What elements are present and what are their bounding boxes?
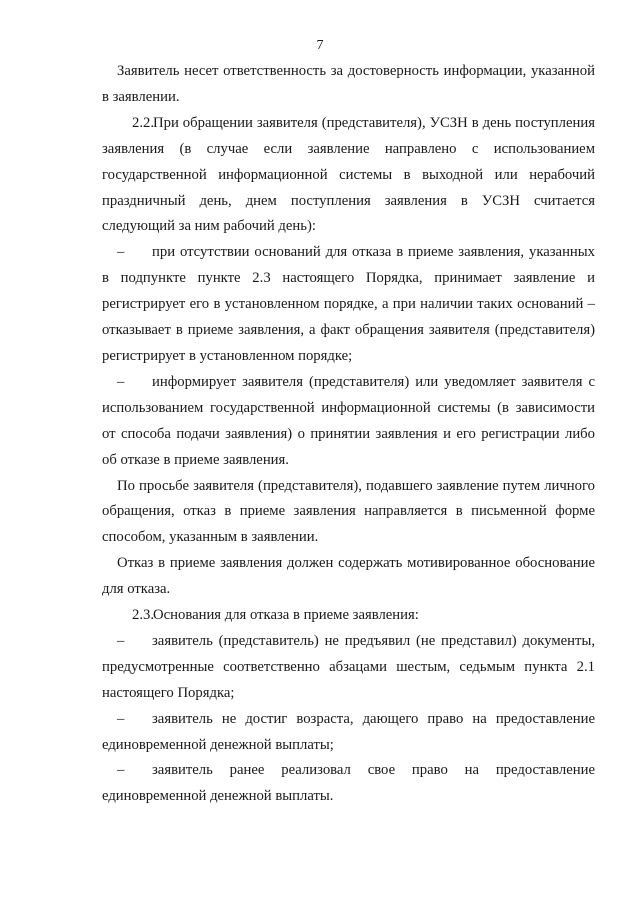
list-item-inform-applicant [102, 370, 595, 474]
paragraph-text: Основания для отказа в приеме заявления: [153, 607, 419, 624]
clause-number: 2.2. [132, 114, 155, 131]
clause-number: 2.3. [132, 607, 155, 624]
paragraph-2-2 [102, 111, 595, 241]
paragraph-2-3 [102, 603, 595, 629]
paragraph-refusal-justification [102, 551, 595, 603]
dash-marker: – [117, 244, 125, 261]
dash-marker: – [117, 710, 125, 727]
list-item-age-requirement [102, 707, 595, 759]
paragraph-text: Отказ в приеме заявления должен содержать мотивированное обоснование для отказа. [102, 555, 595, 598]
list-item-text: заявитель ранее реализовал свое право на предоставление единовременной денежной выплаты. [102, 762, 595, 805]
list-item-accept-application [102, 240, 595, 370]
list-item-text: при отсутствии оснований для отказа в приеме заявления, указанных в подпункте пункте 2.3 настоящего Порядка, принимает заявление и регистрирует его в установленном порядке, а при наличии таких оснований – отказывает в приеме заявления, а факт обращения заявителя (представителя) регистрирует в установленном порядке; [102, 244, 595, 364]
dash-marker: – [117, 373, 125, 390]
list-item-text: заявитель не достиг возраста, дающего право на предоставление единовременной денежной выплаты; [102, 710, 595, 753]
list-item-right-already-used [102, 758, 595, 810]
paragraph-text: При обращении заявителя (представителя), УСЗН в день поступления заявления (в случае если заявление направлено с использованием государственной информационной системы в выходной или нерабочий праздничный день, днем поступления заявления в УСЗН считается следующий за ним рабочий день): [102, 114, 595, 235]
list-item-text: заявитель (представитель) не предъявил (не представил) документы, предусмотренные соответственно абзацами шестым, седьмым пункта 2.1 настоящего Порядка; [102, 632, 595, 701]
dash-marker: – [117, 632, 125, 649]
paragraph-applicant-responsibility [102, 59, 595, 111]
paragraph-written-refusal [102, 474, 595, 552]
paragraph-text: По просьбе заявителя (представителя), подавшего заявление путем личного обращения, отказ в приеме заявления направляется в письменной форме способом, указанным в заявлении. [102, 477, 595, 546]
list-item-documents-missing [102, 629, 595, 707]
paragraph-text: Заявитель несет ответственность за достоверность информации, указанной в заявлении. [102, 63, 595, 105]
document-body [102, 59, 595, 810]
list-item-text: информирует заявителя (представителя) или уведомляет заявителя с использованием государственной информационной системы (в зависимости от способа подачи заявления) о принятии заявления и его регистрации либо об отказе в приеме заявления. [102, 373, 595, 468]
dash-marker: – [117, 762, 125, 779]
page-number: 7 [316, 38, 324, 53]
